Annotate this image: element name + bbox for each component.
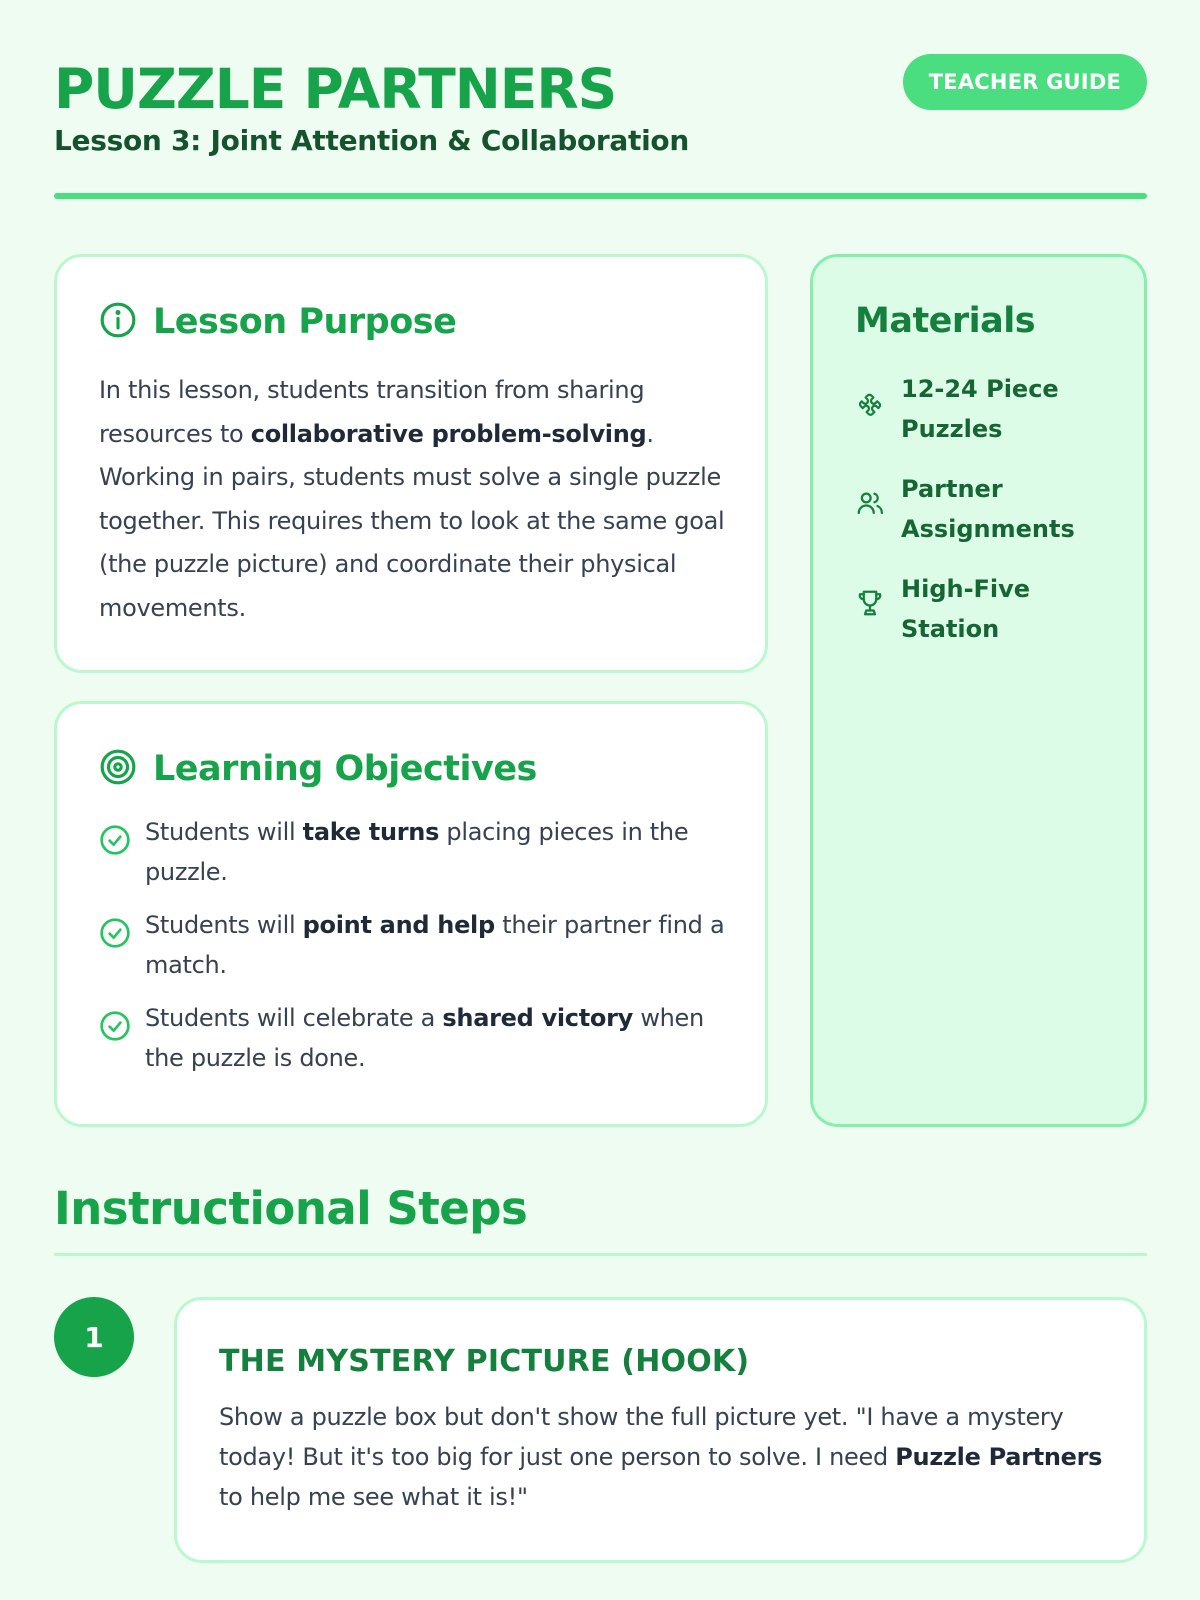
- list-item: [855, 469, 1114, 549]
- learning-objectives-card: [54, 701, 768, 1127]
- puzzle-icon: [855, 388, 885, 430]
- users-icon: [855, 488, 885, 530]
- step-card: [174, 1297, 1147, 1563]
- trophy-icon: [855, 588, 885, 630]
- learning-objectives-heading: Learning Objectives: [153, 749, 537, 789]
- page-title: PUZZLE PARTNERS: [54, 57, 617, 121]
- material-label: High-Five Station: [901, 575, 1031, 643]
- lesson-purpose-heading: Lesson Purpose: [153, 302, 457, 342]
- materials-card: [810, 254, 1147, 1127]
- material-label: 12-24 Piece Puzzles: [901, 375, 1059, 443]
- step-title: THE MYSTERY PICTURE (HOOK): [219, 1344, 750, 1379]
- objective-text: Students will point and help their partner find a match.: [145, 911, 725, 979]
- header-divider: [54, 193, 1147, 199]
- teacher-guide-badge: TEACHER GUIDE: [903, 54, 1147, 110]
- list-item: [855, 369, 1114, 449]
- list-item: [99, 905, 725, 985]
- step-number-badge: 1: [54, 1297, 134, 1377]
- check-circle-icon: [99, 812, 131, 892]
- step-text: Show a puzzle box but don't show the full picture yet. "I have a mystery today! But it's too big for just one person to solve. I need Puzzle Partners to help me see what it is!": [219, 1403, 1103, 1511]
- check-circle-icon: [99, 998, 131, 1078]
- target-icon: [99, 748, 137, 790]
- materials-list: [855, 369, 1114, 649]
- instructional-steps-heading: Instructional Steps: [54, 1182, 528, 1235]
- materials-heading: Materials: [855, 301, 1036, 341]
- list-item: [855, 569, 1114, 649]
- check-circle-icon: [99, 905, 131, 985]
- objective-text: Students will celebrate a shared victory when the puzzle is done.: [145, 1004, 704, 1072]
- section-divider: [54, 1253, 1147, 1256]
- list-item: [99, 812, 725, 892]
- list-item: [99, 998, 725, 1078]
- lesson-purpose-card: [54, 254, 768, 673]
- objectives-list: [99, 812, 725, 1078]
- page-header: [54, 58, 1147, 157]
- material-label: Partner Assignments: [901, 475, 1075, 543]
- info-icon: [99, 301, 137, 343]
- lesson-purpose-text: In this lesson, students transition from sharing resources to collaborative problem-solving. Working in pairs, students must solve a single puzzle together. This requires them to look at the same goal (the puzzle picture) and coordinate their physical movements.: [99, 376, 725, 622]
- page-subtitle: Lesson 3: Joint Attention & Collaboration: [54, 124, 689, 157]
- objective-text: Students will take turns placing pieces in the puzzle.: [145, 818, 689, 886]
